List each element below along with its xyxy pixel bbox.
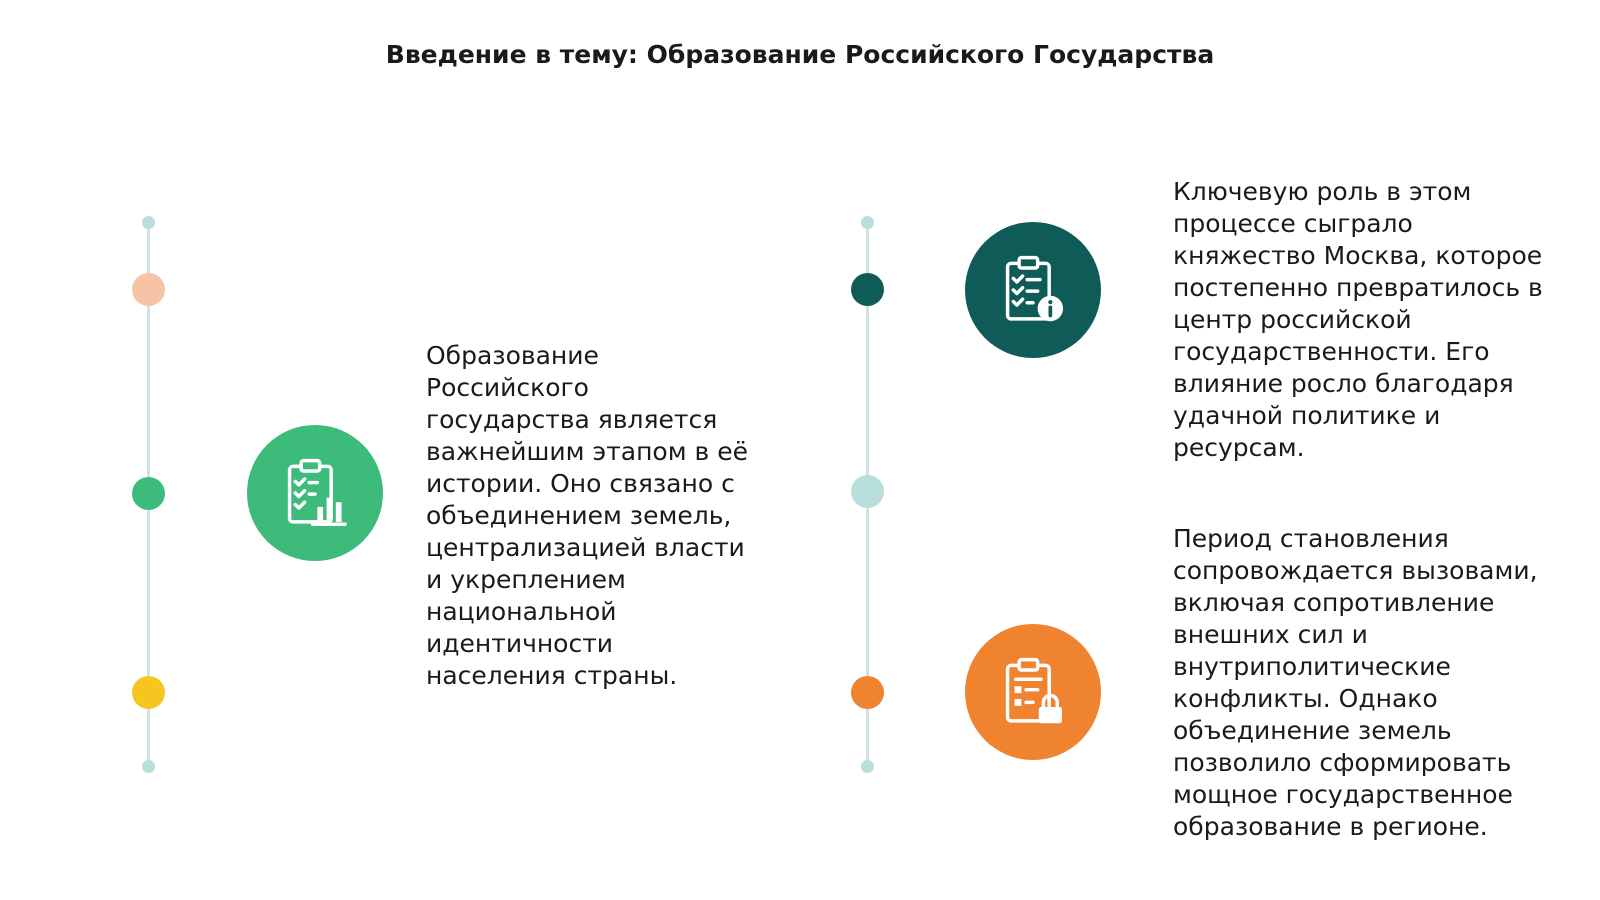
clipboard-info-icon: [996, 253, 1070, 327]
right-top-block-text: Ключевую роль в этом процессе сыграло княжество Москва, которое постепенно превратилось в центр российской государственности. Его влияние росло благодаря удачной политике и ресурсам.: [1173, 177, 1543, 462]
left-timeline-end-dot-top: [142, 216, 155, 229]
left-timeline-dot-peach: [132, 273, 165, 306]
left-icon-circle: [247, 425, 383, 561]
left-block-text: Образование Российского государства является важнейшим этапом в её истории. Оно связано с объединением земель, централизацией власти и укреплением национальной идентичности населения страны.: [426, 341, 748, 690]
right-bottom-block-text: Период становления сопровождается вызовами, включая сопротивление внешних сил и внутриполитические конфликты. Однако объединение земель позволило сформировать мощное государственное образование в регионе.: [1173, 524, 1538, 841]
middle-timeline-dot-orange: [851, 676, 884, 709]
page-title: Введение в тему: Образование Российского Государства: [385, 40, 1215, 69]
clipboard-lock-icon: [996, 655, 1070, 729]
middle-timeline-end-dot-top: [861, 216, 874, 229]
right-top-icon-circle: [965, 222, 1101, 358]
middle-timeline-dot-light-teal: [851, 475, 884, 508]
middle-timeline-dot-teal: [851, 273, 884, 306]
left-timeline-dot-yellow: [132, 676, 165, 709]
middle-timeline-end-dot-bottom: [861, 760, 874, 773]
clipboard-chart-icon: [278, 456, 352, 530]
right-bottom-icon-circle: [965, 624, 1101, 760]
left-timeline-dot-green: [132, 477, 165, 510]
left-timeline-end-dot-bottom: [142, 760, 155, 773]
